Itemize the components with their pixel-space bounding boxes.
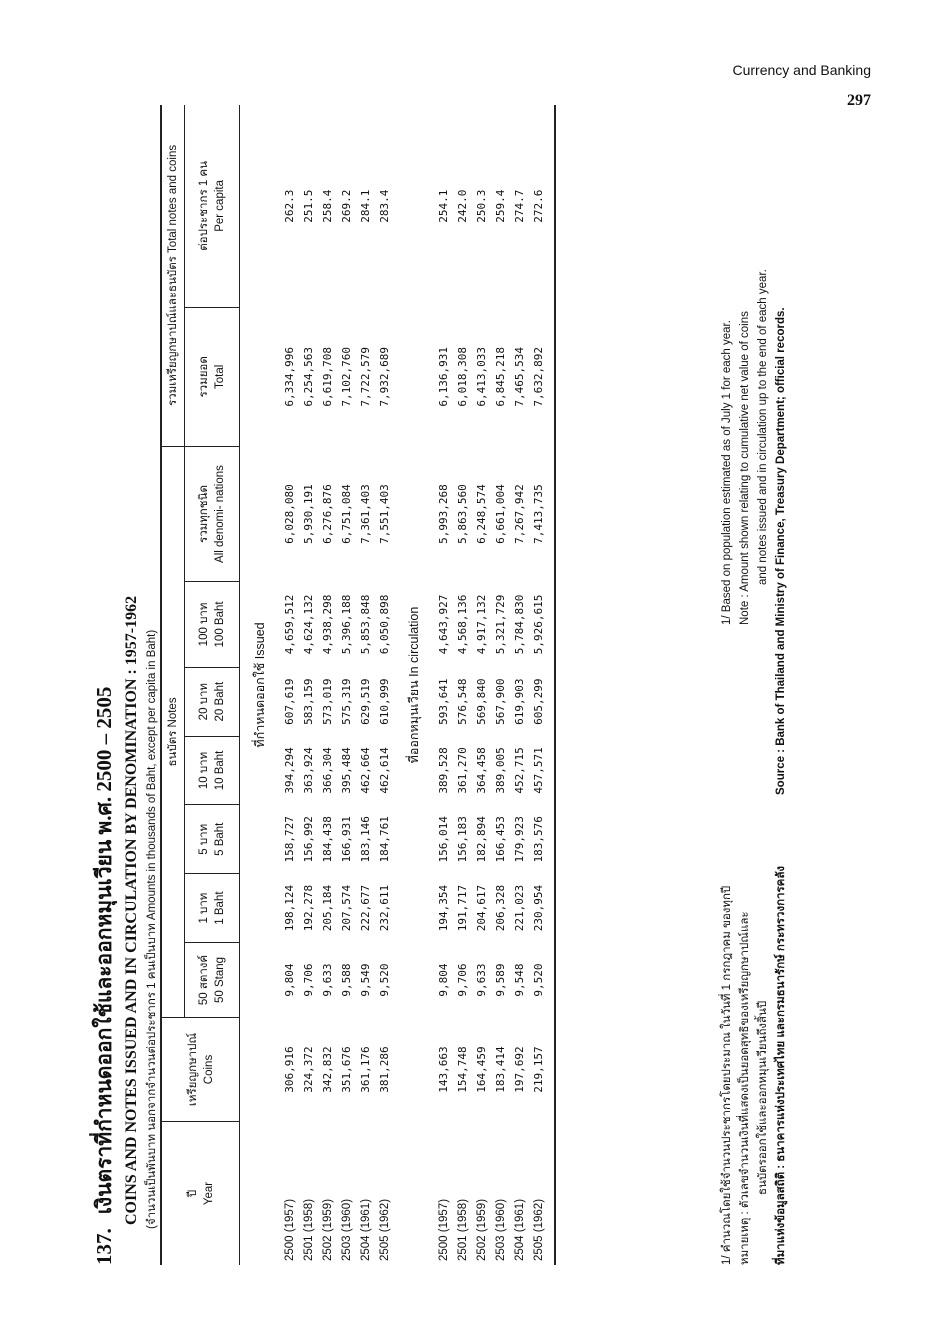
- d1-th: 1 บาท: [198, 892, 210, 924]
- table-row: [299, 105, 318, 1265]
- percap-cell: 258.4: [321, 189, 334, 223]
- coins-header-en: Coins: [202, 1054, 215, 1085]
- s50-cell: 9,520: [378, 963, 391, 997]
- s50-cell: 9,804: [283, 963, 296, 997]
- b100-cell: 4,659,512: [283, 594, 296, 655]
- s50-cell: 9,633: [475, 963, 488, 997]
- b10-cell: 462,664: [359, 747, 372, 794]
- source-thai: ที่มาแห่งข้อมูลสถิติ : ธนาคารแห่งประเทศไทย และกรมธนารักษ์ กระทรวงการคลัง: [775, 865, 787, 1265]
- b1-cell: 204,617: [475, 884, 488, 932]
- section-title: Currency and Banking: [732, 62, 871, 78]
- total-cell: 7,632,892: [532, 347, 545, 407]
- note-thai-1: หมายเหตุ : ตัวเลขจำนวนเงินที่แสดงเป็นยอดสุทธิของเหรียญกษาปณ์และ: [739, 911, 751, 1265]
- b5-cell: 158,727: [283, 816, 296, 863]
- total-cell: 6,334,996: [283, 347, 296, 407]
- total-cell: 6,845,218: [494, 347, 507, 407]
- d10-header: [185, 736, 240, 805]
- note-thai-2: ธนบัตรออกใช้และออกหมุนเวียนถึงสิ้นปี: [757, 1000, 769, 1195]
- percap-cell: 272.6: [532, 189, 545, 223]
- source-row: [772, 105, 790, 1265]
- year-cell: 2500 (1957): [437, 1198, 450, 1261]
- b1-cell: 222,677: [359, 884, 372, 932]
- s50-cell: 9,706: [456, 963, 469, 997]
- d20-header: [185, 667, 240, 736]
- all-cell: 7,413,735: [532, 484, 545, 544]
- d5-header: [185, 805, 240, 874]
- b100-cell: 4,938,298: [321, 594, 334, 655]
- b5-cell: 183,576: [532, 816, 545, 863]
- table-row: [337, 105, 356, 1265]
- b20-cell: 619,903: [513, 678, 526, 725]
- b10-cell: 366,304: [321, 747, 334, 794]
- all-en: All denomi- nations: [214, 465, 226, 563]
- total-cell: 6,018,308: [456, 347, 469, 407]
- d50-en: 50 Stang: [214, 956, 226, 1004]
- all-cell: 6,248,574: [475, 484, 488, 544]
- b20-cell: 569,840: [475, 678, 488, 725]
- percap-en: Per capita: [214, 180, 226, 232]
- b20-cell: 576,548: [456, 678, 469, 725]
- coins-cell: 351,676: [340, 1046, 353, 1093]
- b10-cell: 389,528: [437, 747, 450, 794]
- note-row-2: [754, 105, 772, 1265]
- year-cell: 2501 (1958): [302, 1198, 315, 1261]
- rotated-table-page: [88, 105, 868, 1265]
- percap-cell: 284.1: [359, 189, 372, 223]
- s50-cell: 9,633: [321, 963, 334, 997]
- b20-cell: 607,619: [283, 678, 296, 725]
- d10-th: 10 บาท: [198, 751, 210, 790]
- table-title-english: COINS AND NOTES ISSUED AND IN CIRCULATION BY DENOMINATION : 1957-1962: [123, 595, 140, 1225]
- footnote-row: [718, 105, 736, 1265]
- b20-cell: 575,319: [340, 678, 353, 725]
- coins-cell: 361,176: [359, 1046, 372, 1093]
- b5-cell: 184,438: [321, 816, 334, 863]
- b10-cell: 364,458: [475, 747, 488, 794]
- percap-cell: 259.4: [494, 189, 507, 223]
- b100-cell: 4,917,132: [475, 594, 488, 655]
- section-label: ที่กำหนดออกใช้ Issued: [253, 622, 267, 748]
- b10-cell: 452,715: [513, 747, 526, 794]
- b100-cell: 5,926,615: [532, 594, 545, 655]
- table-row: [453, 105, 472, 1265]
- coins-cell: 342,832: [321, 1046, 334, 1093]
- s50-cell: 9,706: [302, 963, 315, 997]
- b20-cell: 583,159: [302, 678, 315, 725]
- percap-cell: 269.2: [340, 189, 353, 223]
- s50-cell: 9,548: [513, 963, 526, 997]
- page-number: 297: [847, 92, 871, 109]
- coins-cell: 197,692: [513, 1046, 526, 1093]
- note-row-1: [736, 105, 754, 1265]
- year-cell: 2502 (1959): [475, 1198, 488, 1261]
- b5-cell: 179,923: [513, 816, 526, 863]
- section-label: ที่ออกหมุนเวียน In circulation: [407, 606, 421, 764]
- b10-cell: 462,614: [378, 747, 391, 794]
- table-title-thai: [88, 105, 121, 1265]
- b5-cell: 184,761: [378, 816, 391, 863]
- b1-cell: 230,954: [532, 884, 545, 932]
- year-header-th: ปี: [186, 1189, 199, 1198]
- year-cell: 2501 (1958): [456, 1198, 469, 1261]
- percap-cell: 262.3: [283, 189, 296, 223]
- b5-cell: 156,992: [302, 816, 315, 863]
- b1-cell: 191,717: [456, 884, 469, 932]
- total-cell: 6,619,708: [321, 347, 334, 407]
- b100-cell: 5,396,188: [340, 594, 353, 655]
- all-cell: 5,863,560: [456, 484, 469, 544]
- percap-cell: 250.3: [475, 189, 488, 223]
- b20-cell: 593,641: [437, 678, 450, 725]
- d50-th: 50 สตางค์: [198, 954, 210, 1006]
- note-english-2: and notes issued and in circulation up to the end of each year.: [757, 269, 769, 585]
- year-cell: 2505 (1962): [532, 1198, 545, 1261]
- d20-en: 20 Baht: [214, 681, 226, 722]
- percap-cell: 242.0: [456, 189, 469, 223]
- table-row: [375, 105, 394, 1265]
- table-body: [240, 105, 556, 1265]
- b5-cell: 166,931: [340, 816, 353, 863]
- d100-th: 100 บาท: [198, 602, 210, 647]
- currency-table: [160, 105, 556, 1265]
- all-cell: 5,993,268: [437, 484, 450, 544]
- total-cell: 7,722,579: [359, 347, 372, 407]
- source-english: Source : Bank of Thailand and Ministry of Finance, Treasury Department; official records.: [775, 307, 787, 795]
- b1-cell: 192,278: [302, 884, 315, 932]
- b5-cell: 182,894: [475, 816, 488, 863]
- total-cell: 7,465,534: [513, 347, 526, 407]
- b10-cell: 395,484: [340, 747, 353, 794]
- b10-cell: 361,270: [456, 747, 469, 794]
- b1-cell: 221,023: [513, 884, 526, 932]
- b100-cell: 5,321,729: [494, 594, 507, 655]
- b100-cell: 5,784,830: [513, 594, 526, 655]
- year-header-en: Year: [202, 1181, 215, 1206]
- b10-cell: 457,571: [532, 747, 545, 794]
- table-row: [434, 105, 453, 1265]
- b100-cell: 5,853,848: [359, 594, 372, 655]
- total-header: [185, 307, 240, 446]
- year-cell: 2503 (1960): [494, 1198, 507, 1261]
- b1-cell: 206,328: [494, 884, 507, 932]
- d5-th: 5 บาท: [198, 823, 210, 855]
- b5-cell: 156,183: [456, 816, 469, 863]
- footnote-thai: 1/ คำนวณโดยใช้จำนวนประชากรโดยประมาณ ในวันที่ 1 กรกฎาคม ของทุกปี: [721, 885, 733, 1265]
- b20-cell: 567,900: [494, 678, 507, 725]
- table-row: [472, 105, 491, 1265]
- b5-cell: 183,146: [359, 816, 372, 863]
- d5-en: 5 Baht: [214, 822, 226, 856]
- d10-en: 10 Baht: [214, 750, 226, 791]
- percap-cell: 283.4: [378, 189, 391, 223]
- all-cell: 7,551,403: [378, 484, 391, 544]
- coins-cell: 381,286: [378, 1046, 391, 1093]
- page-header: [732, 62, 871, 110]
- table-row: [356, 105, 375, 1265]
- coins-cell: 154,748: [456, 1046, 469, 1093]
- b20-cell: 605,299: [532, 678, 545, 725]
- coins-header: [161, 1018, 240, 1122]
- d100-en: 100 Baht: [214, 601, 226, 648]
- table-number: 137.: [92, 1228, 116, 1265]
- year-cell: 2505 (1962): [378, 1198, 391, 1261]
- percap-cell: 254.1: [437, 189, 450, 223]
- s50-cell: 9,804: [437, 963, 450, 997]
- d1-header: [185, 874, 240, 943]
- total-cell: 6,413,033: [475, 347, 488, 407]
- table-row: [318, 105, 337, 1265]
- b5-cell: 156,014: [437, 816, 450, 863]
- all-cell: 6,276,876: [321, 484, 334, 544]
- percap-cell: 274.7: [513, 189, 526, 223]
- table-row: [280, 105, 299, 1265]
- all-cell: 5,930,191: [302, 484, 315, 544]
- s50-cell: 9,589: [494, 963, 507, 997]
- total-cell: 7,932,689: [378, 347, 391, 407]
- all-th: รวมทุกชนิด: [198, 485, 210, 543]
- b100-cell: 4,643,927: [437, 594, 450, 655]
- percap-th: ต่อประชากร 1 คน: [198, 161, 210, 251]
- year-cell: 2502 (1959): [321, 1198, 334, 1261]
- percap-cell: 251.5: [302, 189, 315, 223]
- b100-cell: 6,050,898: [378, 594, 391, 655]
- total-th: รวมยอด: [198, 356, 210, 398]
- total-cell: 6,254,563: [302, 347, 315, 407]
- title-thai-text: เงินตราที่กำหนดออกใช้และออกหมุนเวียน พ.ศ. 2500 – 2505: [92, 686, 116, 1215]
- b5-cell: 166,453: [494, 816, 507, 863]
- percap-header: [185, 105, 240, 307]
- coins-cell: 324,372: [302, 1046, 315, 1093]
- table-row: [491, 105, 510, 1265]
- table-row: [510, 105, 529, 1265]
- table-bottom-rule: [548, 105, 555, 1265]
- year-cell: 2500 (1957): [283, 1198, 296, 1261]
- table-row: [529, 105, 548, 1265]
- year-header: [161, 1122, 240, 1266]
- b1-cell: 205,184: [321, 884, 334, 932]
- all-cell: 7,267,942: [513, 484, 526, 544]
- b100-cell: 4,568,136: [456, 594, 469, 655]
- b1-cell: 232,611: [378, 884, 391, 932]
- all-cell: 6,661,004: [494, 484, 507, 544]
- all-cell: 7,361,403: [359, 484, 372, 544]
- section-label-row: [394, 105, 434, 1265]
- b20-cell: 573,019: [321, 678, 334, 725]
- all-header: [185, 446, 240, 581]
- notes-group-header: ธนบัตร Notes: [161, 446, 185, 1017]
- section-label-row: [240, 105, 281, 1265]
- notes-block: [718, 105, 790, 1265]
- d20-th: 20 บาท: [198, 682, 210, 721]
- coins-cell: 306,916: [283, 1046, 296, 1093]
- s50-cell: 9,588: [340, 963, 353, 997]
- coins-cell: 164,459: [475, 1046, 488, 1093]
- d1-en: 1 Baht: [214, 891, 226, 925]
- b100-cell: 4,624,132: [302, 594, 315, 655]
- total-en: Total: [214, 364, 226, 389]
- coins-cell: 219,157: [532, 1046, 545, 1093]
- b1-cell: 198,124: [283, 884, 296, 932]
- all-cell: 6,028,080: [283, 484, 296, 544]
- b1-cell: 194,354: [437, 884, 450, 932]
- title-block: [88, 105, 161, 1265]
- coins-header-th: เหรียญกษาปณ์: [186, 1032, 199, 1107]
- year-cell: 2503 (1960): [340, 1198, 353, 1261]
- total-group-header: รวมเหรียญกษาปณ์และธนบัตร Total notes and coins: [161, 105, 185, 446]
- d50-header: [185, 942, 240, 1017]
- s50-cell: 9,520: [532, 963, 545, 997]
- b1-cell: 207,574: [340, 884, 353, 932]
- b20-cell: 629,519: [359, 678, 372, 725]
- b10-cell: 363,924: [302, 747, 315, 794]
- total-cell: 7,102,760: [340, 347, 353, 407]
- s50-cell: 9,549: [359, 963, 372, 997]
- year-cell: 2504 (1961): [513, 1198, 526, 1261]
- bottom-rule-cell: [548, 105, 555, 1265]
- d100-header: [185, 582, 240, 668]
- coins-cell: 143,663: [437, 1046, 450, 1093]
- year-cell: 2504 (1961): [359, 1198, 372, 1261]
- table-subtitle: (จำนวนเป็นพันบาท นอกจากจำนวนต่อประชากร 1 คนเป็นบาท Amounts in thousands of Baht, except per capita in Baht): [146, 629, 158, 1229]
- b10-cell: 389,005: [494, 747, 507, 794]
- note-english-1: Note : Amount shown relating to cumulative net value of coins: [739, 311, 751, 625]
- total-cell: 6,136,931: [437, 347, 450, 407]
- all-cell: 6,751,084: [340, 484, 353, 544]
- b20-cell: 610,999: [378, 678, 391, 725]
- coins-cell: 183,414: [494, 1046, 507, 1093]
- footnote-english: 1/ Based on population estimated as of July 1 for each year.: [721, 320, 733, 625]
- b10-cell: 394,294: [283, 747, 296, 794]
